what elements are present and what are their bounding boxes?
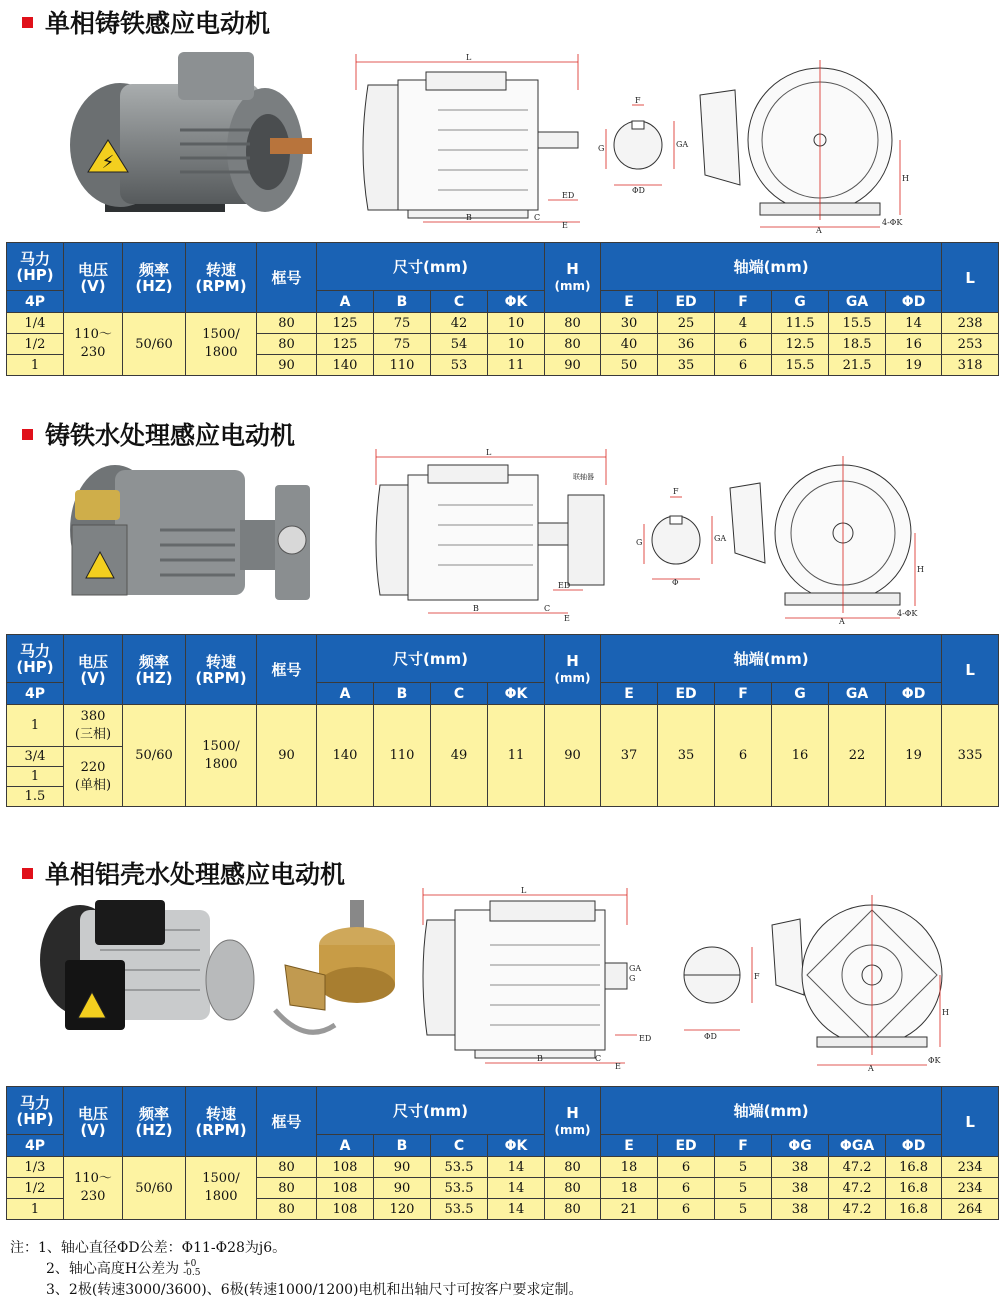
table-cell: 1/4 — [7, 313, 64, 334]
table-cell: 80 — [257, 1199, 317, 1220]
header-frequency: 频率 (HZ) — [123, 1087, 186, 1157]
table-cell: 1 — [7, 767, 64, 787]
dim-label-L: L — [486, 448, 492, 457]
header-col: A — [317, 291, 374, 313]
table-cell: 108 — [317, 1157, 374, 1178]
dim-label-GA: GA — [676, 140, 689, 149]
table-cell: 22 — [829, 705, 886, 807]
header-col: A — [317, 683, 374, 705]
notes — [10, 1238, 583, 1301]
dimension-drawing-front-2 — [725, 448, 925, 626]
table-cell: 21.5 — [829, 355, 886, 376]
bullet-square-icon — [22, 868, 33, 879]
header-frame: 框号 — [257, 1087, 317, 1157]
header-col: F — [715, 683, 772, 705]
header-shaft: 轴端(mm) — [601, 243, 942, 291]
table-cell: 36 — [658, 334, 715, 355]
dim-label-A: A — [868, 1064, 874, 1073]
motor-photo-aluminum — [30, 890, 260, 1060]
header-col: ΦD — [886, 291, 942, 313]
table-cell: 11.5 — [772, 313, 829, 334]
header-col: ΦG — [772, 1135, 829, 1157]
dim-label-E: E — [562, 221, 568, 230]
table-cell: 5 — [715, 1199, 772, 1220]
header-frequency: 频率 (HZ) — [123, 243, 186, 313]
table-cell: 90 — [545, 705, 601, 807]
dim-label-A: A — [839, 617, 845, 626]
dim-label-B: B — [537, 1054, 543, 1063]
table-cell: 18.5 — [829, 334, 886, 355]
header-col: ED — [658, 683, 715, 705]
table-cell: 42 — [431, 313, 488, 334]
header-col: G — [772, 291, 829, 313]
frequency-cell: 50/60 — [123, 1157, 186, 1220]
table-cell: 4 — [715, 313, 772, 334]
dim-label-F: F — [635, 96, 641, 105]
table-cell: 53.5 — [431, 1178, 488, 1199]
table-cell: 75 — [374, 313, 431, 334]
motor-photo-cast-iron — [60, 40, 320, 220]
table-cell: 1/3 — [7, 1157, 64, 1178]
table-cell: 49 — [431, 705, 488, 807]
table-cell: 238 — [942, 313, 999, 334]
table-cell: 90 — [545, 355, 601, 376]
table-cell: 37 — [601, 705, 658, 807]
table-cell: 1 — [7, 355, 64, 376]
section-title-text: 单相铸铁感应电动机 — [45, 9, 271, 38]
header-voltage: 电压 (V) — [64, 1087, 123, 1157]
table-cell: 14 — [488, 1199, 545, 1220]
table-cell: 5 — [715, 1157, 772, 1178]
dim-label-K: ΦK — [928, 1056, 941, 1065]
table-cell: 10 — [488, 313, 545, 334]
table-cell: 80 — [257, 313, 317, 334]
dimension-drawing-shaft-1 — [596, 95, 689, 195]
table-cell: 38 — [772, 1199, 829, 1220]
dim-label-coupler: 联轴器 — [573, 473, 594, 481]
table-cell: 1 — [7, 705, 64, 747]
table-cell: 12.5 — [772, 334, 829, 355]
header-poles: 4P — [7, 291, 64, 313]
header-speed: 转速 (RPM) — [186, 243, 257, 313]
header-size: 尺寸(mm) — [317, 635, 545, 683]
section-title-text: 单相铝壳水处理感应电动机 — [45, 860, 346, 889]
table-cell: 80 — [545, 1178, 601, 1199]
header-col: ΦGA — [829, 1135, 886, 1157]
speed-cell: 1500/ 1800 — [186, 1157, 257, 1220]
table-cell: 30 — [601, 313, 658, 334]
table-cell: 253 — [942, 334, 999, 355]
table-cell: 1/2 — [7, 334, 64, 355]
dim-label-GA: GA — [714, 534, 727, 543]
table-cell: 108 — [317, 1199, 374, 1220]
dimension-drawing-side-1 — [348, 50, 588, 232]
header-poles: 4P — [7, 683, 64, 705]
header-voltage: 电压 (V) — [64, 635, 123, 705]
table-cell: 25 — [658, 313, 715, 334]
header-col: C — [431, 683, 488, 705]
header-col: ED — [658, 1135, 715, 1157]
header-col: ΦD — [886, 683, 942, 705]
spec-table-2 — [6, 634, 999, 807]
header-col: E — [601, 683, 658, 705]
header-l: L — [942, 1087, 999, 1157]
table-cell: 6 — [658, 1178, 715, 1199]
dim-label-ED: ED — [639, 1034, 652, 1043]
table-cell: 6 — [658, 1199, 715, 1220]
table-cell: 140 — [317, 705, 374, 807]
note-2: 2、轴心高度H公差为 +0 -0.5 — [46, 1259, 201, 1278]
header-col: C — [431, 1135, 488, 1157]
section-title-2 — [22, 416, 295, 452]
frequency-cell: 50/60 — [123, 313, 186, 376]
dimension-drawing-shaft-3 — [672, 935, 762, 1045]
table-cell: 80 — [545, 1157, 601, 1178]
table-cell: 234 — [942, 1157, 999, 1178]
dim-label-G: G — [598, 144, 605, 153]
voltage-cell-1ph: 220 (单相) — [64, 747, 123, 807]
dim-label-GA: GA — [629, 964, 642, 973]
table-cell: 110 — [374, 705, 431, 807]
header-shaft: 轴端(mm) — [601, 1087, 942, 1135]
table-cell: 90 — [374, 1157, 431, 1178]
dimension-drawing-shaft-2 — [634, 485, 727, 587]
header-col: B — [374, 683, 431, 705]
header-col: B — [374, 291, 431, 313]
table-cell: 1/2 — [7, 1178, 64, 1199]
table-cell: 80 — [257, 334, 317, 355]
table-cell: 53.5 — [431, 1199, 488, 1220]
dim-label-ED: ED — [558, 581, 571, 590]
speed-cell: 1500/ 1800 — [186, 313, 257, 376]
header-col: E — [601, 1135, 658, 1157]
table-cell: 6 — [715, 705, 772, 807]
rotary-vane-pump-photo — [265, 895, 415, 1065]
speed-cell: 1500/ 1800 — [186, 705, 257, 807]
table-row — [7, 313, 999, 334]
table-cell: 6 — [715, 334, 772, 355]
voltage-cell: 110～ 230 — [64, 313, 123, 376]
header-l: L — [942, 243, 999, 313]
header-col: F — [715, 291, 772, 313]
header-col: ΦD — [886, 1135, 942, 1157]
header-col: G — [772, 683, 829, 705]
table-cell: 264 — [942, 1199, 999, 1220]
table-cell: 53.5 — [431, 1157, 488, 1178]
frequency-cell: 50/60 — [123, 705, 186, 807]
table-cell: 15.5 — [772, 355, 829, 376]
note-1: 注：1、轴心直径ΦD公差：Φ11-Φ28为j6。 — [10, 1240, 287, 1256]
dim-label-C: C — [534, 213, 541, 222]
header-col: B — [374, 1135, 431, 1157]
dim-label-L: L — [521, 886, 527, 895]
table-cell: 21 — [601, 1199, 658, 1220]
table-cell: 38 — [772, 1157, 829, 1178]
header-col: ΦK — [488, 1135, 545, 1157]
dimension-drawing-front-3 — [762, 885, 952, 1073]
header-h: H (mm) — [545, 635, 601, 705]
dim-label-H: H — [902, 174, 909, 183]
table-cell: 40 — [601, 334, 658, 355]
bullet-square-icon — [22, 17, 33, 28]
table-cell: 19 — [886, 355, 942, 376]
table-cell: 16 — [886, 334, 942, 355]
table-cell: 90 — [257, 705, 317, 807]
table-cell: 335 — [942, 705, 999, 807]
table-cell: 38 — [772, 1178, 829, 1199]
header-col: GA — [829, 291, 886, 313]
header-frame: 框号 — [257, 243, 317, 313]
dim-label-K: 4-ΦK — [897, 609, 918, 618]
dim-label-K: 4-ΦK — [882, 218, 903, 227]
table-cell: 53 — [431, 355, 488, 376]
table-cell: 1.5 — [7, 787, 64, 807]
header-power: 马力 (HP) — [7, 1087, 64, 1135]
table-cell: 18 — [601, 1178, 658, 1199]
note-3: 3、2极(转速3000/3600)、6极(转速1000/1200)电机和出轴尺寸可按客户要求定制。 — [46, 1282, 583, 1298]
dim-label-D: ΦD — [704, 1032, 717, 1041]
table-cell: 35 — [658, 705, 715, 807]
dim-label-E: E — [564, 614, 570, 623]
header-shaft: 轴端(mm) — [601, 635, 942, 683]
table-cell: 125 — [317, 334, 374, 355]
table-cell: 16.8 — [886, 1199, 942, 1220]
dim-label-A: A — [816, 226, 822, 235]
table-cell: 1 — [7, 1199, 64, 1220]
table-row — [7, 1157, 999, 1178]
table-cell: 140 — [317, 355, 374, 376]
dim-label-ED: ED — [562, 191, 575, 200]
dim-label-G: G — [636, 538, 643, 547]
header-size: 尺寸(mm) — [317, 1087, 545, 1135]
table-cell: 5 — [715, 1178, 772, 1199]
table-cell: 10 — [488, 334, 545, 355]
table-cell: 80 — [545, 334, 601, 355]
header-size: 尺寸(mm) — [317, 243, 545, 291]
bullet-square-icon — [22, 429, 33, 440]
header-frame: 框号 — [257, 635, 317, 705]
voltage-cell: 110～ 230 — [64, 1157, 123, 1220]
header-col: F — [715, 1135, 772, 1157]
table-cell: 19 — [886, 705, 942, 807]
section-title-3 — [22, 855, 345, 891]
table-cell: 47.2 — [829, 1178, 886, 1199]
table-cell: 108 — [317, 1178, 374, 1199]
spec-table-1 — [6, 242, 999, 376]
table-cell: 14 — [488, 1178, 545, 1199]
dim-label-L: L — [466, 53, 472, 62]
table-cell: 3/4 — [7, 747, 64, 767]
table-cell: 318 — [942, 355, 999, 376]
dim-label-C: C — [595, 1054, 602, 1063]
table-cell: 16 — [772, 705, 829, 807]
svg-text:⚡: ⚡ — [101, 152, 115, 173]
table-cell: 80 — [545, 313, 601, 334]
dimension-drawing-side-2 — [368, 445, 628, 625]
header-col: GA — [829, 683, 886, 705]
table-cell: 75 — [374, 334, 431, 355]
header-h: H (mm) — [545, 1087, 601, 1157]
table-cell: 110 — [374, 355, 431, 376]
table-cell: 90 — [257, 355, 317, 376]
header-col: E — [601, 291, 658, 313]
spec-table-3 — [6, 1086, 999, 1220]
table-cell: 47.2 — [829, 1157, 886, 1178]
table-cell: 15.5 — [829, 313, 886, 334]
header-l: L — [942, 635, 999, 705]
tolerance: +0 -0.5 — [183, 1259, 201, 1278]
header-power: 马力 (HP) — [7, 635, 64, 683]
table-cell: 14 — [886, 313, 942, 334]
table-cell: 47.2 — [829, 1199, 886, 1220]
table-cell: 125 — [317, 313, 374, 334]
section-title-text: 铸铁水处理感应电动机 — [45, 421, 296, 450]
table-cell: 80 — [257, 1157, 317, 1178]
header-voltage: 电压 (V) — [64, 243, 123, 313]
dim-label-E: E — [615, 1062, 621, 1071]
header-col: C — [431, 291, 488, 313]
table-cell: 11 — [488, 355, 545, 376]
table-cell: 120 — [374, 1199, 431, 1220]
header-col: A — [317, 1135, 374, 1157]
dim-label-B: B — [466, 213, 472, 222]
table-row — [7, 705, 999, 747]
header-speed: 转速 (RPM) — [186, 1087, 257, 1157]
dim-label-B: B — [473, 604, 479, 613]
header-col: ΦK — [488, 683, 545, 705]
table-cell: 234 — [942, 1178, 999, 1199]
dim-label-D: Φ — [672, 578, 679, 587]
table-cell: 54 — [431, 334, 488, 355]
dim-label-H: H — [942, 1008, 949, 1017]
table-cell: 50 — [601, 355, 658, 376]
dim-label-F: F — [673, 487, 679, 496]
dimension-drawing-side-3 — [415, 885, 655, 1070]
dim-label-F: F — [754, 972, 760, 981]
header-power: 马力 (HP) — [7, 243, 64, 291]
table-cell: 16.8 — [886, 1178, 942, 1199]
table-cell: 14 — [488, 1157, 545, 1178]
dimension-drawing-front-1 — [690, 55, 915, 235]
table-cell: 11 — [488, 705, 545, 807]
dim-label-G: G — [629, 974, 636, 983]
voltage-cell-3ph: 380 (三相) — [64, 705, 123, 747]
header-h: H (mm) — [545, 243, 601, 313]
dim-label-D: ΦD — [632, 186, 645, 195]
section-title-1 — [22, 4, 270, 40]
dim-label-C: C — [544, 604, 551, 613]
header-speed: 转速 (RPM) — [186, 635, 257, 705]
table-cell: 16.8 — [886, 1157, 942, 1178]
dim-label-H: H — [917, 565, 924, 574]
header-frequency: 频率 (HZ) — [123, 635, 186, 705]
table-cell: 90 — [374, 1178, 431, 1199]
motor-photo-water-treatment — [60, 450, 330, 620]
header-poles: 4P — [7, 1135, 64, 1157]
table-cell: 18 — [601, 1157, 658, 1178]
table-cell: 35 — [658, 355, 715, 376]
table-cell: 80 — [257, 1178, 317, 1199]
header-col: ED — [658, 291, 715, 313]
table-cell: 6 — [658, 1157, 715, 1178]
table-cell: 6 — [715, 355, 772, 376]
header-col: ΦK — [488, 291, 545, 313]
table-cell: 80 — [545, 1199, 601, 1220]
